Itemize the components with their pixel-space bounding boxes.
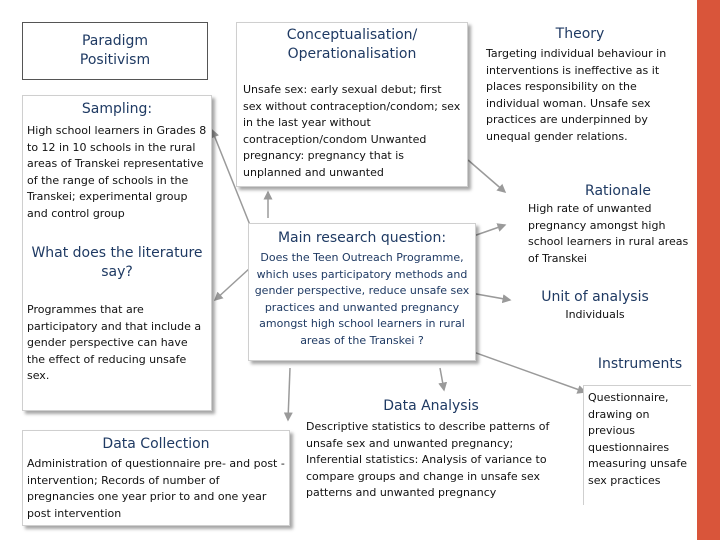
research-question-box — [248, 223, 476, 361]
paradigm-box — [22, 22, 208, 80]
arrow-theory — [468, 160, 505, 192]
arrow-analysis — [440, 368, 444, 390]
research-question-title: Main research question: — [277, 230, 447, 246]
literature-title: What does the literature say? — [31, 245, 203, 280]
unit-of-analysis-box — [515, 288, 675, 328]
rationale-title: Rationale — [585, 183, 651, 199]
theory-text: Targeting individual behaviour in interventions is ineffective as it places responsibility on the individual woman. Unsafe sex practices are underpinned by unequal gender relations. — [486, 47, 667, 143]
arrow-collection — [288, 368, 290, 420]
data-collection-box — [22, 430, 290, 526]
theory-title: Theory — [555, 26, 605, 42]
data-analysis-title: Data Analysis — [383, 398, 479, 414]
data-collection-text: Administration of questionnaire pre- and post - intervention; Records of number of pregnancies one year prior to and one year post intervention — [27, 457, 285, 520]
paradigm-title: Paradigm — [81, 33, 149, 49]
instruments-box — [583, 385, 691, 505]
unit-of-analysis-title: Unit of analysis — [541, 289, 649, 305]
data-analysis-text: Descriptive statistics to describe patterns of unsafe sex and unwanted pregnancy; Inferential statistics: Analysis of variance to compare groups and change in unsafe sex patterns and unwanted pregnancy — [306, 420, 550, 499]
rationale-box — [510, 182, 696, 272]
conceptualisation-box — [236, 22, 468, 187]
rationale-text: High rate of unwanted pregnancy amongst high school learners in rural areas of Transkei — [528, 202, 689, 265]
research-question-text: Does the Teen Outreach Programme, which uses participatory methods and gender perspective, reduce unsafe sex practices and unwanted pregnancy amongst high school learners in rural areas of the Transkei ? — [254, 251, 470, 347]
unit-of-analysis-text: Individuals — [565, 308, 625, 321]
data-collection-title: Data Collection — [102, 436, 210, 452]
sampling-text: High school learners in Grades 8 to 12 in 10 schools in the rural areas of Transkei representative of the range of schools in the Transkei; experimental group and control group — [27, 124, 207, 220]
conceptualisation-text: Unsafe sex: early sexual debut; first sex without contraception/condom; sex in the last year without contraception/condom Unwanted pregnancy: pregnancy that is unplanned and unwanted — [243, 83, 461, 179]
conceptualisation-title: Conceptualisation/ Operationalisation — [286, 27, 418, 62]
literature-text: Programmes that are participatory and that include a gender perspective can have the effect of reducing unsafe sex. — [27, 303, 202, 382]
sampling-literature-box — [22, 95, 212, 411]
paradigm-value: Positivism — [79, 52, 151, 68]
arrow-literature — [215, 268, 250, 300]
data-analysis-box — [300, 395, 562, 505]
instruments-title: Instruments — [597, 356, 683, 372]
instruments-text: Questionnaire, drawing on previous questionnaires measuring unsafe sex practices — [588, 391, 688, 487]
sampling-title: Sampling: — [81, 101, 153, 117]
theory-box — [482, 25, 678, 150]
